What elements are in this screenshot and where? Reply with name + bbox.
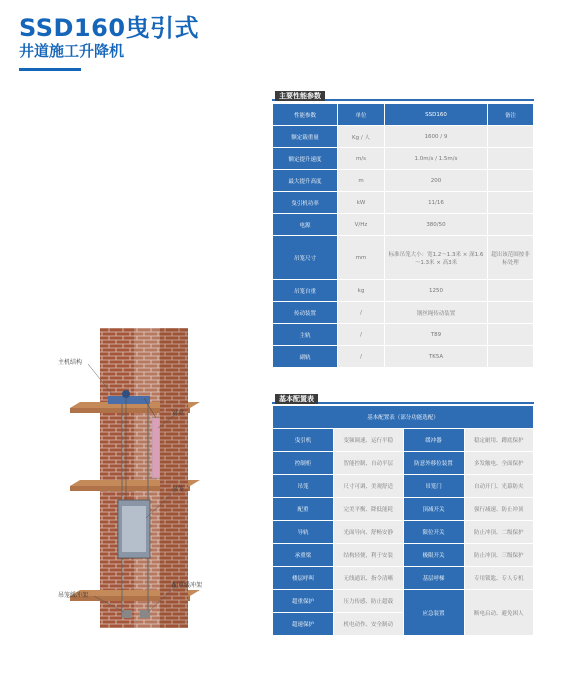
spec-note <box>488 170 534 192</box>
config-item: 曳引机 <box>273 429 334 452</box>
config-item-desc: 强行减速、防止冲顶 <box>464 498 534 521</box>
config-row <box>273 452 534 475</box>
config-item: 顶减开关 <box>403 498 464 521</box>
config-row <box>273 429 534 452</box>
config-item-desc: 断电启动、避免困人 <box>464 590 534 636</box>
config-row <box>273 544 534 567</box>
spec-unit: V/Hz <box>338 214 385 236</box>
label-cw-buffer: 配重缓冲架 <box>172 582 203 589</box>
label-machine: 主机结构 <box>58 359 83 366</box>
shaft-drawing <box>60 328 240 648</box>
config-item: 楼层呼叫 <box>273 567 334 590</box>
config-item: 吊笼 <box>273 475 334 498</box>
config-row <box>273 590 534 613</box>
col-note: 备注 <box>488 104 534 126</box>
spec-param: 吊笼尺寸 <box>273 236 338 280</box>
specs-section-title: 主要性能参数 <box>275 91 325 101</box>
specs-table <box>272 103 534 368</box>
specs-row <box>273 170 534 192</box>
specs-header-row <box>273 104 534 126</box>
config-item: 限位开关 <box>403 521 464 544</box>
config-section-title: 基本配置表 <box>275 394 318 404</box>
spec-note <box>488 126 534 148</box>
config-item: 承重梁 <box>273 544 334 567</box>
spec-note <box>488 192 534 214</box>
spec-unit: / <box>338 324 385 346</box>
spec-unit: kg <box>338 280 385 302</box>
specs-row <box>273 324 534 346</box>
config-item: 超速保护 <box>273 613 334 636</box>
spec-param: 最大提升高度 <box>273 170 338 192</box>
spec-note: 超出该范围按非标处理 <box>488 236 534 280</box>
spec-unit: mm <box>338 236 385 280</box>
spec-value: 钢丝绳传动装置 <box>385 302 488 324</box>
config-item: 超重保护 <box>273 590 334 613</box>
spec-param: 曳引机功率 <box>273 192 338 214</box>
config-item-desc: 无线通讯、指令清晰 <box>334 567 404 590</box>
spec-value: 1600 / 9 <box>385 126 488 148</box>
spec-note <box>488 346 534 368</box>
config-item-desc: 完美平衡、降低能耗 <box>334 498 404 521</box>
config-row <box>273 567 534 590</box>
config-item-desc: 智能控制、自动平层 <box>334 452 404 475</box>
config-item: 配重 <box>273 498 334 521</box>
spec-note <box>488 214 534 236</box>
col-param: 性能参数 <box>273 104 338 126</box>
spec-param: 吊笼自重 <box>273 280 338 302</box>
config-row <box>273 475 534 498</box>
page-title: SSD160曳引式 <box>19 14 200 42</box>
spec-note <box>488 148 534 170</box>
elevator-illustration <box>60 328 240 648</box>
spec-value: 11/16 <box>385 192 488 214</box>
spec-value: 标准吊笼大小：宽1.2～1.3米 × 深1.6～1.3米 × 高3米 <box>385 236 488 280</box>
label-cage: 吊笼 <box>172 486 185 493</box>
config-row <box>273 521 534 544</box>
specs-row <box>273 346 534 368</box>
config-item-desc: 防止冲顶、三级保护 <box>464 544 534 567</box>
spec-param: 传动装置 <box>273 302 338 324</box>
config-item: 应急装置 <box>403 590 464 636</box>
config-item-desc: 防止冲顶、二级保护 <box>464 521 534 544</box>
specs-section-header <box>272 91 534 101</box>
config-item: 导轨 <box>273 521 334 544</box>
config-row <box>273 498 534 521</box>
config-item-desc: 压力传感、防止超载 <box>334 590 404 613</box>
config-item-desc: 尺寸可调、美观舒适 <box>334 475 404 498</box>
spec-unit: / <box>338 302 385 324</box>
specs-row <box>273 302 534 324</box>
spec-note <box>488 324 534 346</box>
config-item-desc: 结构轻便、利于安装 <box>334 544 404 567</box>
spec-value: T89 <box>385 324 488 346</box>
page-subtitle: 井道施工升降机 <box>19 42 125 60</box>
spec-value: TK5A <box>385 346 488 368</box>
spec-param: 额定提升速度 <box>273 148 338 170</box>
specs-row <box>273 280 534 302</box>
spec-unit: / <box>338 346 385 368</box>
col-value: SSD160 <box>385 104 488 126</box>
specs-row <box>273 214 534 236</box>
spec-unit: kW <box>338 192 385 214</box>
specs-row <box>273 148 534 170</box>
config-item: 基层呼梯 <box>403 567 464 590</box>
specs-row <box>273 126 534 148</box>
spec-unit: m <box>338 170 385 192</box>
spec-unit: m/s <box>338 148 385 170</box>
spec-param: 额定载重量 <box>273 126 338 148</box>
spec-value: 1250 <box>385 280 488 302</box>
spec-value: 380/50 <box>385 214 488 236</box>
config-item: 防意外移位装置 <box>403 452 464 475</box>
spec-note <box>488 302 534 324</box>
config-item: 控制柜 <box>273 452 334 475</box>
specs-row <box>273 236 534 280</box>
specs-row <box>273 192 534 214</box>
spec-note <box>488 280 534 302</box>
label-cage-buffer: 吊笼缓冲架 <box>58 592 89 599</box>
spec-param: 主轨 <box>273 324 338 346</box>
spec-unit: Kg / 人 <box>338 126 385 148</box>
config-table <box>272 405 534 636</box>
spec-value: 1.0m/s / 1.5m/s <box>385 148 488 170</box>
config-header-row <box>273 406 534 429</box>
config-item-desc: 多发触电、全面保护 <box>464 452 534 475</box>
config-item-desc: 变频调速、运行平稳 <box>334 429 404 452</box>
config-item: 极限开关 <box>403 544 464 567</box>
config-item: 缓冲器 <box>403 429 464 452</box>
col-unit: 单位 <box>338 104 385 126</box>
config-item-desc: 稳定耐用、蹲底保护 <box>464 429 534 452</box>
config-item-desc: 专用锁匙、专人专机 <box>464 567 534 590</box>
spec-param: 副轨 <box>273 346 338 368</box>
spec-value: 200 <box>385 170 488 192</box>
config-item-desc: 机电动作、安全制动 <box>334 613 404 636</box>
config-table-title: 基本配置表（部分功能选配） <box>273 406 534 429</box>
config-section-header <box>272 394 534 404</box>
config-item: 吊笼门 <box>403 475 464 498</box>
title-underline <box>19 68 81 71</box>
config-item-desc: 自动开门、光幕防夹 <box>464 475 534 498</box>
config-item-desc: 光面导向、舒畅安静 <box>334 521 404 544</box>
label-counterweight: 对重 <box>172 410 185 417</box>
spec-param: 电源 <box>273 214 338 236</box>
